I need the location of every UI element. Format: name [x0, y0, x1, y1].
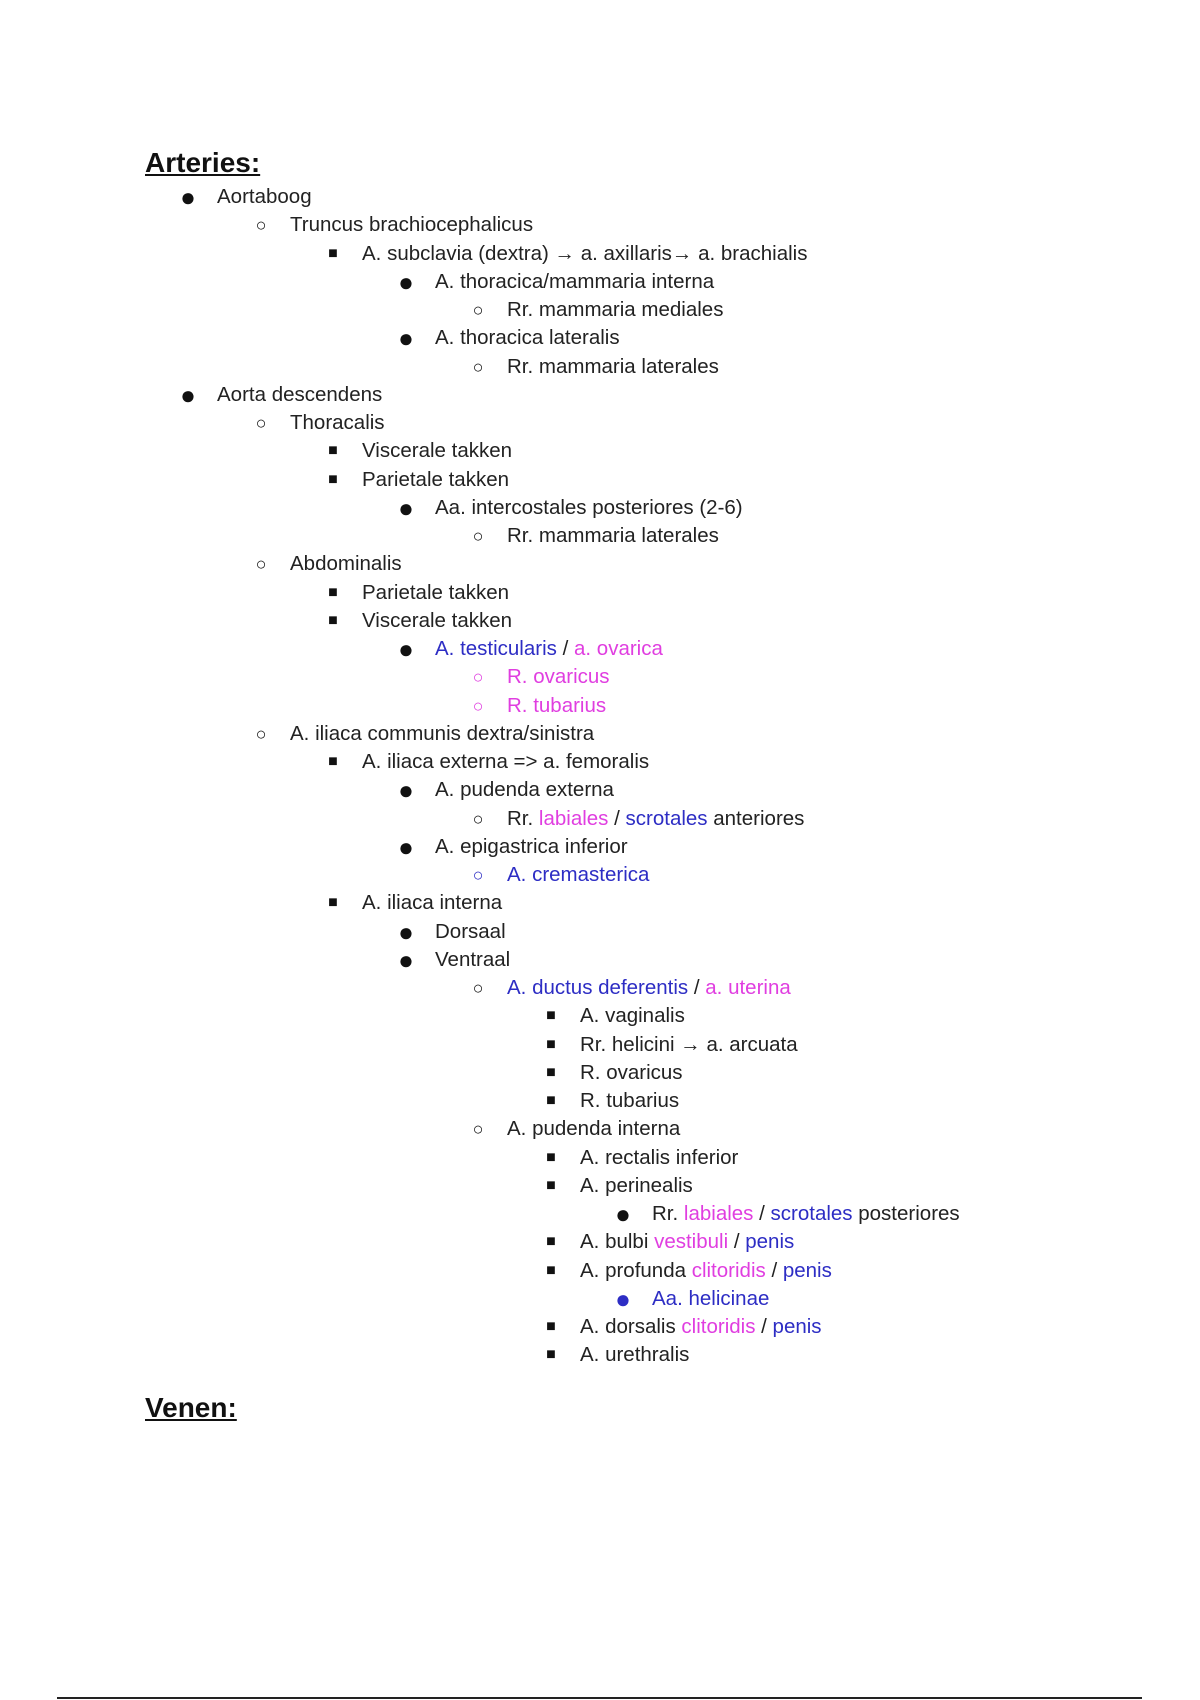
text-segment: A. pudenda externa	[435, 778, 614, 802]
outline-item-text	[580, 1031, 798, 1059]
blue-text-segment: scrotales	[625, 806, 708, 830]
text-segment: Parietale takken	[362, 467, 510, 491]
outline-item-text	[580, 1172, 693, 1200]
outline-item	[0, 1115, 1200, 1143]
outline-item-text	[435, 494, 743, 522]
text-segment: /	[728, 1230, 746, 1254]
square-bullet-icon: ■	[328, 470, 338, 488]
outline-item	[0, 1257, 1200, 1285]
text-segment: A. subclavia (dextra) → a. axillaris→ a. brachialis	[362, 241, 808, 265]
outline-item-text	[580, 1257, 832, 1285]
outline-item	[0, 805, 1200, 833]
square-bullet-icon: ■	[546, 1346, 556, 1364]
outline-item	[0, 607, 1200, 635]
outline-item-text	[290, 550, 402, 578]
text-segment: Thoracalis	[290, 411, 385, 434]
outline-item-text	[507, 663, 610, 691]
filled-circle-bullet-icon: ●	[180, 379, 196, 410]
outline-item	[0, 1200, 1200, 1228]
filled-circle-bullet-icon: ●	[398, 323, 414, 354]
hollow-circle-bullet-icon: ○	[472, 978, 484, 998]
text-segment: Rr. mammaria mediales	[507, 298, 724, 321]
hollow-circle-bullet-icon: ○	[472, 526, 484, 546]
outline-item-text	[435, 268, 714, 296]
text-segment: R. tubarius	[580, 1089, 680, 1112]
filled-circle-bullet-icon: ●	[398, 831, 414, 862]
text-segment: Parietale takken	[362, 580, 510, 604]
blue-text-segment: A. testicularis	[435, 637, 557, 660]
hollow-circle-bullet-icon: ○	[472, 667, 484, 688]
text-segment: A. bulbi	[580, 1230, 655, 1254]
blue-text-segment: Aa. helicinae	[652, 1286, 770, 1310]
text-segment: Dorsaal	[435, 919, 506, 943]
square-bullet-icon: ■	[546, 1176, 556, 1194]
text-segment: Rr. mammaria laterales	[507, 354, 719, 378]
text-segment: /	[755, 1315, 773, 1338]
text-segment: A. profunda	[580, 1258, 692, 1282]
outline-item-text	[580, 1087, 679, 1115]
text-segment: A. iliaca interna	[362, 891, 503, 915]
text-segment: anteriores	[707, 806, 805, 830]
text-segment: /	[556, 637, 574, 660]
pink-text-segment: R. tubarius	[507, 693, 607, 717]
outline-item	[0, 579, 1200, 607]
square-bullet-icon: ■	[546, 1233, 556, 1251]
outline-item	[0, 1341, 1200, 1369]
hollow-circle-bullet-icon: ○	[472, 356, 484, 377]
outline-item	[0, 1059, 1200, 1087]
outline-item-text	[217, 183, 312, 211]
outline-item	[0, 1031, 1200, 1059]
outline-item	[0, 1285, 1200, 1313]
hollow-circle-bullet-icon: ○	[472, 865, 484, 885]
filled-circle-bullet-icon: ●	[398, 775, 414, 806]
filled-circle-bullet-icon: ●	[398, 492, 414, 523]
text-segment: /	[765, 1258, 783, 1282]
hollow-circle-bullet-icon: ○	[472, 1119, 484, 1140]
hollow-circle-bullet-icon: ○	[255, 554, 267, 575]
filled-circle-bullet-icon: ●	[398, 266, 414, 297]
text-segment: Rr. mammaria laterales	[507, 524, 719, 547]
text-segment: /	[688, 976, 706, 999]
text-segment: A. vaginalis	[580, 1004, 685, 1028]
outline-item-text	[507, 974, 791, 1002]
outline-item-text	[652, 1285, 769, 1313]
text-segment: Truncus brachiocephalicus	[290, 213, 534, 237]
hollow-circle-bullet-icon: ○	[472, 695, 484, 716]
outline-item	[0, 183, 1200, 211]
text-segment: A. pudenda interna	[507, 1117, 681, 1141]
outline-item-text	[435, 324, 620, 352]
text-segment: A. thoracica lateralis	[435, 326, 620, 350]
outline-item	[0, 776, 1200, 804]
heading-arteries: Arteries:	[145, 147, 261, 178]
outline-item-text	[362, 748, 649, 776]
pink-text-segment: R. ovaricus	[507, 665, 610, 689]
outline-item	[0, 437, 1200, 465]
filled-circle-bullet-icon: ●	[180, 182, 196, 212]
outline-item-text	[580, 1313, 822, 1341]
outline-item	[0, 324, 1200, 352]
filled-circle-bullet-icon: ●	[398, 916, 414, 947]
outline-item	[0, 748, 1200, 776]
outline-item-text	[507, 692, 606, 720]
outline-item	[0, 522, 1200, 550]
outline-item-text	[435, 833, 628, 861]
outline-item	[0, 268, 1200, 296]
outline-item-text	[435, 635, 663, 663]
outline-item	[0, 381, 1200, 409]
outline-item	[0, 974, 1200, 1002]
outline-item-text	[435, 918, 506, 946]
text-segment: Aa. intercostales posteriores (2-6)	[435, 495, 743, 519]
square-bullet-icon: ■	[546, 1148, 556, 1166]
text-segment: Ventraal	[435, 947, 511, 971]
pink-text-segment: labiales	[683, 1202, 754, 1225]
outline-item-text	[507, 296, 723, 324]
outline-item	[0, 918, 1200, 946]
outline-item	[0, 240, 1200, 268]
outline-item	[0, 1172, 1200, 1200]
pink-text-segment: clitoridis	[691, 1258, 766, 1282]
square-bullet-icon: ■	[328, 583, 338, 601]
filled-circle-bullet-icon: ●	[398, 944, 414, 975]
outline-item	[0, 1087, 1200, 1115]
pink-text-segment: vestibuli	[654, 1230, 729, 1254]
hollow-circle-bullet-icon: ○	[255, 215, 267, 236]
blue-text-segment: A. ductus deferentis	[507, 976, 689, 999]
pink-text-segment: clitoridis	[681, 1315, 756, 1338]
outline-item-text	[362, 437, 512, 465]
outline-item	[0, 409, 1200, 437]
text-segment: Viscerale takken	[362, 439, 513, 463]
text-segment: A. iliaca externa => a. femoralis	[362, 750, 650, 773]
outline-item	[0, 663, 1200, 691]
outline-item	[0, 833, 1200, 861]
outline-item-text	[435, 946, 510, 974]
square-bullet-icon: ■	[546, 1261, 556, 1279]
outline-item	[0, 296, 1200, 324]
outline-item	[0, 1228, 1200, 1256]
outline-item-text	[362, 240, 807, 268]
text-segment: A. iliaca communis dextra/sinistra	[290, 721, 595, 745]
outline-item	[0, 353, 1200, 381]
outline-item	[0, 1313, 1200, 1341]
outline-item-text	[290, 409, 385, 437]
outline-item-text	[580, 1144, 738, 1172]
blue-text-segment: penis	[782, 1258, 832, 1282]
filled-circle-bullet-icon: ●	[615, 1199, 631, 1229]
outline-item-text	[217, 381, 382, 409]
outline-item-text	[580, 1002, 685, 1030]
text-segment: Rr.	[652, 1202, 684, 1225]
outline-item-text	[507, 1115, 680, 1143]
hollow-circle-bullet-icon: ○	[472, 808, 484, 829]
text-segment: Viscerale takken	[362, 608, 513, 632]
outline-item-text	[362, 466, 509, 494]
outline-item	[0, 1144, 1200, 1172]
outline-item-text	[652, 1200, 960, 1228]
outline-item	[0, 211, 1200, 239]
outline-item-text	[580, 1059, 683, 1087]
outline-item-text	[290, 211, 533, 239]
outline-item-text	[507, 353, 719, 381]
outline-item-text	[580, 1341, 689, 1369]
outline-item	[0, 946, 1200, 974]
outline-item	[0, 494, 1200, 522]
blue-text-segment: penis	[772, 1315, 822, 1338]
text-segment: A. thoracica/mammaria interna	[435, 269, 715, 293]
text-segment: posteriores	[852, 1202, 960, 1225]
text-segment: A. urethralis	[580, 1343, 690, 1367]
heading-venen: Venen:	[145, 1392, 237, 1423]
square-bullet-icon: ■	[328, 244, 338, 262]
outline-item-text	[290, 720, 594, 748]
blue-text-segment: penis	[745, 1230, 795, 1254]
text-segment: /	[608, 806, 626, 830]
hollow-circle-bullet-icon: ○	[255, 413, 267, 433]
pink-text-segment: labiales	[538, 806, 609, 830]
outline-item-text	[362, 607, 512, 635]
square-bullet-icon: ■	[546, 1035, 556, 1053]
outline-item-text	[507, 805, 804, 833]
outline-item	[0, 1002, 1200, 1030]
pink-text-segment: a. uterina	[705, 976, 791, 999]
filled-circle-bullet-icon: ●	[615, 1283, 631, 1314]
page-bottom-rule	[57, 1697, 1142, 1699]
outline-item	[0, 861, 1200, 889]
text-segment: Abdominalis	[290, 552, 402, 576]
text-segment: Rr. helicini → a. arcuata	[580, 1032, 798, 1056]
outline-item-text	[580, 1228, 794, 1256]
text-segment: Aortaboog	[217, 185, 312, 208]
outline-item-text	[362, 579, 509, 607]
blue-text-segment: A. cremasterica	[507, 863, 650, 886]
outline-item-text	[507, 522, 719, 550]
text-segment: Aorta descendens	[217, 382, 383, 406]
text-segment: R. ovaricus	[580, 1060, 683, 1084]
text-segment: A. epigastrica inferior	[435, 834, 628, 858]
outline-item	[0, 692, 1200, 720]
square-bullet-icon: ■	[546, 1063, 556, 1081]
outline-item	[0, 550, 1200, 578]
outline-item	[0, 635, 1200, 663]
text-segment: A. perinealis	[580, 1173, 693, 1197]
pink-text-segment: a. ovarica	[574, 637, 663, 660]
outline-item	[0, 466, 1200, 494]
square-bullet-icon: ■	[546, 1318, 556, 1335]
square-bullet-icon: ■	[546, 1092, 556, 1109]
square-bullet-icon: ■	[328, 753, 338, 770]
blue-text-segment: scrotales	[770, 1202, 853, 1225]
text-segment: A. dorsalis	[580, 1315, 682, 1338]
outline-item-text	[435, 776, 614, 804]
text-segment: A. rectalis inferior	[580, 1145, 739, 1169]
square-bullet-icon: ■	[328, 894, 338, 912]
filled-circle-bullet-icon: ●	[398, 634, 414, 664]
hollow-circle-bullet-icon: ○	[472, 300, 484, 320]
outline-item-text	[362, 889, 502, 917]
square-bullet-icon: ■	[328, 442, 338, 460]
text-segment: /	[753, 1202, 771, 1225]
text-segment: Rr.	[507, 806, 539, 830]
square-bullet-icon: ■	[328, 611, 338, 629]
square-bullet-icon: ■	[546, 1007, 556, 1025]
outline-item	[0, 720, 1200, 748]
outline-item-text	[507, 861, 649, 889]
hollow-circle-bullet-icon: ○	[255, 723, 267, 744]
outline-item	[0, 889, 1200, 917]
